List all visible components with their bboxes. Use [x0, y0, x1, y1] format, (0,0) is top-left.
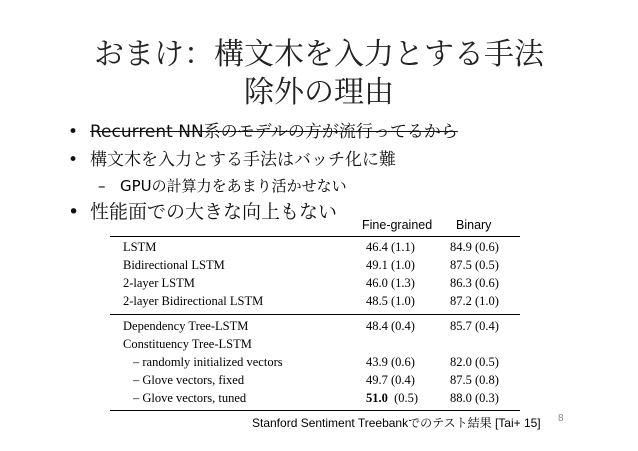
table-row — [110, 258, 520, 276]
fine-grained-score: 48.4 (0.4) — [366, 319, 415, 333]
bullet-text: Recurrent NN系のモデルの方が流行ってるから — [90, 122, 458, 142]
sub-bullet-marker: – — [98, 177, 106, 195]
fine-grained-score — [366, 391, 418, 406]
sub-bullet-text: GPUの計算力をあまり活かせない — [120, 177, 347, 195]
table-group-divider — [110, 314, 520, 315]
bullet-marker: • — [68, 150, 79, 170]
score-deviation: (0.5) — [387, 391, 419, 405]
model-name: Bidirectional LSTM — [123, 258, 225, 272]
binary-score: 84.9 (0.6) — [450, 240, 499, 254]
table-row — [110, 337, 520, 355]
slide-title — [0, 36, 638, 112]
table-header — [110, 218, 520, 236]
model-name: LSTM — [123, 240, 157, 254]
fine-grained-score: 49.1 (1.0) — [366, 258, 415, 272]
bullet-text: 性能面での大きな向上もない — [90, 201, 338, 223]
model-name: 2-layer LSTM — [123, 276, 195, 290]
page-number: 8 — [558, 413, 564, 424]
model-name: Dependency Tree-LSTM — [123, 319, 249, 333]
slide-title-line-2: 除外の理由 — [244, 75, 394, 110]
binary-score: 87.5 (0.8) — [450, 373, 499, 387]
binary-score: 88.0 (0.3) — [450, 391, 499, 405]
table-row — [110, 391, 520, 409]
fine-grained-score: 48.5 (1.0) — [366, 294, 415, 308]
fine-grained-score: 46.0 (1.3) — [366, 276, 415, 290]
table-row — [110, 355, 520, 373]
binary-score: 86.3 (0.6) — [450, 276, 499, 290]
column-header-fine-grained: Fine-grained — [362, 218, 433, 232]
table-caption: Stanford Sentiment Treebankでのテスト結果 [Tai+ 15] — [252, 416, 541, 430]
model-name: – Glove vectors, tuned — [133, 391, 247, 405]
table-row — [110, 240, 520, 258]
bullet-text: 構文木を入力とする手法はバッチ化に難 — [90, 150, 396, 170]
model-name: – randomly initialized vectors — [133, 355, 283, 369]
table-top-rule — [110, 236, 520, 237]
binary-score: 87.2 (1.0) — [450, 294, 499, 308]
fine-grained-score: 46.4 (1.1) — [366, 240, 415, 254]
sub-bullet-item — [98, 176, 347, 196]
model-name: Constituency Tree-LSTM — [123, 337, 252, 351]
table-row — [110, 319, 520, 337]
fine-grained-score: 49.7 (0.4) — [366, 373, 415, 387]
binary-score: 82.0 (0.5) — [450, 355, 499, 369]
binary-score: 85.7 (0.4) — [450, 319, 499, 333]
best-score: 51.0 — [366, 391, 388, 405]
bullet-item — [68, 121, 458, 143]
bullet-marker: • — [68, 122, 79, 142]
bullet-marker: • — [68, 201, 80, 223]
table-row — [110, 373, 520, 391]
slide-title-line-1: おまけ：構文木を入力とする手法 — [94, 37, 544, 72]
model-name: 2-layer Bidirectional LSTM — [123, 294, 264, 308]
table-row — [110, 276, 520, 294]
bullet-item — [68, 149, 396, 171]
fine-grained-score: 43.9 (0.6) — [366, 355, 415, 369]
table-row — [110, 294, 520, 312]
model-name: – Glove vectors, fixed — [133, 373, 245, 387]
binary-score: 87.5 (0.5) — [450, 258, 499, 272]
column-header-binary: Binary — [456, 218, 492, 232]
table-bottom-rule — [110, 410, 520, 411]
